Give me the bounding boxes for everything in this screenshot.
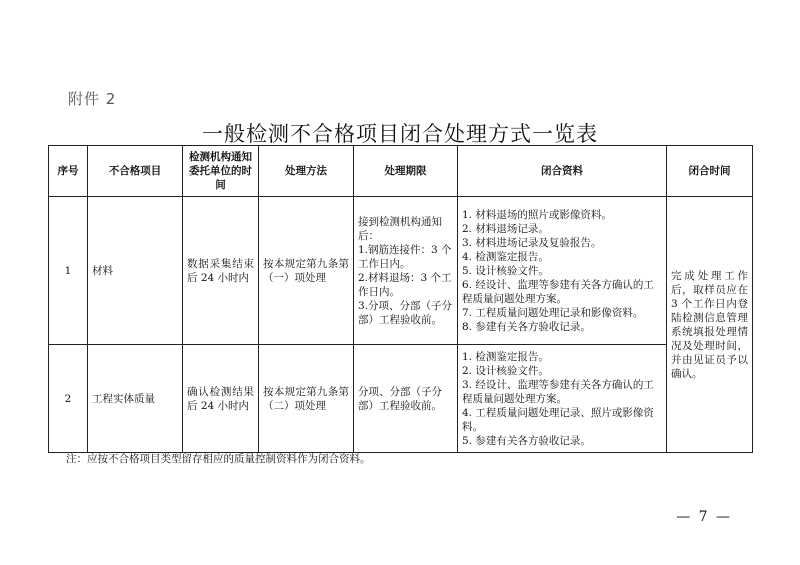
row-method: 按本规定第九条第（二）项处理 — [259, 345, 354, 453]
page-number: — 7 — — [676, 509, 732, 525]
row-method: 按本规定第九条第（一）项处理 — [259, 197, 354, 345]
material-line: 6. 经设计、监理等参建有关各方确认的工程质量问题处理方案。 — [462, 278, 654, 305]
material-line: 4. 检测鉴定报告。 — [462, 250, 549, 263]
deadline-line: 3.分项、分部（子分部）工程验收前。 — [358, 299, 453, 326]
header-deadline: 处理期限 — [354, 146, 458, 197]
material-line: 7. 工程质量问题处理记录和影像资料。 — [462, 306, 644, 319]
header-index: 序号 — [49, 146, 88, 197]
material-line: 5. 参建有关各方验收记录。 — [462, 434, 591, 447]
row-notify-time: 确认检测结果后 24 小时内 — [183, 345, 259, 453]
row-index: 1 — [49, 197, 88, 345]
deadline-line: 分项、分部（子分部）工程验收前。 — [358, 385, 442, 412]
material-line: 3. 经设计、监理等参建有关各方确认的工程质量问题处理方案。 — [462, 378, 654, 405]
header-item: 不合格项目 — [88, 146, 183, 197]
deadline-line: 2.材料退场：3 个工作日内。 — [358, 271, 452, 298]
document-title: 一般检测不合格项目闭合处理方式一览表 — [202, 122, 598, 146]
material-line: 1. 检测鉴定报告。 — [462, 350, 549, 363]
material-line: 1. 材料退场的照片或影像资料。 — [462, 208, 612, 221]
row-index: 2 — [49, 345, 88, 453]
closure-table — [48, 145, 753, 453]
material-line: 8. 参建有关各方验收记录。 — [462, 320, 591, 333]
row-item: 材料 — [88, 197, 183, 345]
material-line: 4. 工程质量问题处理记录、照片或影像资料。 — [462, 406, 654, 433]
header-notify-time: 检测机构通知委托单位的时间 — [183, 146, 259, 197]
table-row — [49, 345, 753, 453]
table-note: 注：应按不合格项目类型留存相应的质量控制资料作为闭合资料。 — [66, 453, 371, 465]
row-notify-time: 数据采集结束后 24 小时内 — [183, 197, 259, 345]
header-closure-time: 闭合时间 — [667, 146, 753, 197]
table-header-row — [49, 146, 753, 197]
row-deadline — [354, 345, 458, 453]
attachment-label: 附件 2 — [68, 90, 117, 108]
header-method: 处理方法 — [259, 146, 354, 197]
closure-time-cell: 完成处理工作后，取样员应在 3 个工作日内登陆检测信息管理系统填报处理情况及处理时间，并由见证员予以确认。 — [667, 197, 753, 453]
row-deadline — [354, 197, 458, 345]
row-materials — [458, 345, 667, 453]
header-materials: 闭合资料 — [458, 146, 667, 197]
table-row — [49, 197, 753, 345]
material-line: 5. 设计核验文件。 — [462, 264, 549, 277]
row-materials — [458, 197, 667, 345]
material-line: 2. 材料退场记录。 — [462, 222, 549, 235]
deadline-line: 1.钢筋连接件：3 个工作日内。 — [358, 243, 452, 270]
row-item: 工程实体质量 — [88, 345, 183, 453]
material-line: 3. 材料进场记录及复验报告。 — [462, 236, 602, 249]
material-line: 2. 设计核验文件。 — [462, 364, 549, 377]
deadline-line: 接到检测机构通知后： — [358, 215, 442, 242]
